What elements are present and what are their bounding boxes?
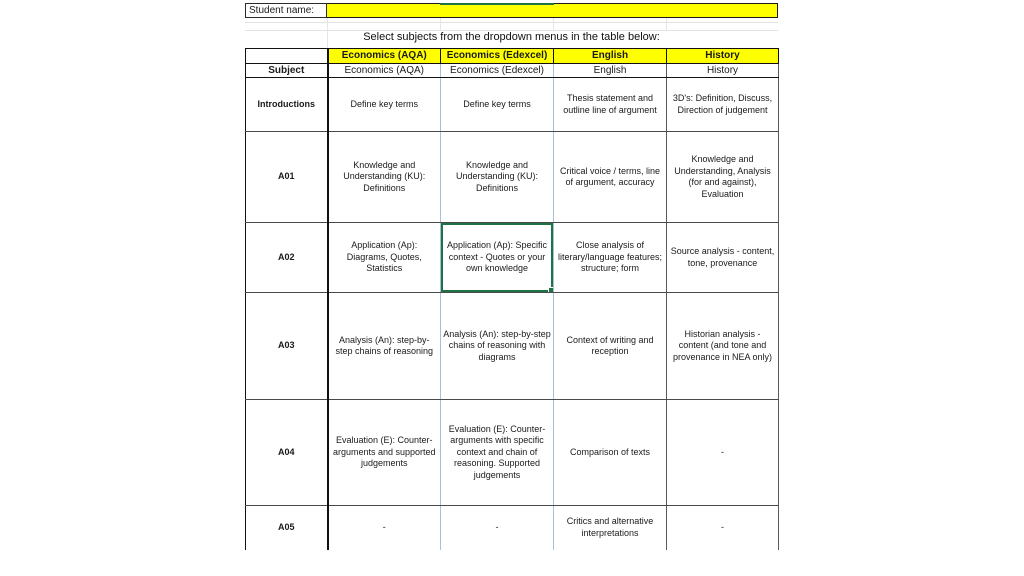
column-header-english: English: [554, 49, 667, 64]
gridline: [245, 22, 778, 23]
cell-a03-economics-edexcel[interactable]: Analysis (An): step-by-step chains of reasoning with diagrams: [441, 293, 554, 400]
row-label-a04: A04: [246, 400, 328, 506]
table-row-a04: [246, 400, 779, 506]
cell-a04-economics-edexcel[interactable]: Evaluation (E): Counter-arguments with specific context and chain of reasoning. Supported judgements: [441, 400, 554, 506]
cell-introductions-english[interactable]: Thesis statement and outline line of argument: [554, 78, 667, 132]
cell-a05-economics-edexcel[interactable]: -: [441, 506, 554, 550]
table-header-row: [246, 49, 779, 64]
subject-dropdown-history[interactable]: History: [667, 63, 779, 78]
cell-a03-english[interactable]: Context of writing and reception: [554, 293, 667, 400]
gridline: [440, 18, 441, 30]
cell-a01-english[interactable]: Critical voice / terms, line of argument, accuracy: [554, 132, 667, 223]
gridline: [666, 18, 667, 30]
cell-a05-history[interactable]: -: [667, 506, 779, 550]
fill-handle[interactable]: [548, 287, 554, 293]
subject-row-label: Subject: [246, 63, 328, 78]
student-name-label: Student name:: [245, 3, 327, 18]
cell-a04-economics-aqa[interactable]: Evaluation (E): Counter-arguments and supported judgements: [328, 400, 441, 506]
column-header-history: History: [667, 49, 779, 64]
cell-introductions-history[interactable]: 3D's: Definition, Discuss, Direction of judgement: [667, 78, 779, 132]
instruction-text: Select subjects from the dropdown menus in the table below:: [363, 31, 660, 43]
row-label-a02: A02: [246, 223, 328, 293]
gridline: [553, 18, 554, 30]
cell-a02-economics-edexcel-selected[interactable]: [441, 223, 554, 293]
cell-introductions-economics-edexcel[interactable]: Define key terms: [441, 78, 554, 132]
subject-dropdown-economics-aqa[interactable]: Economics (AQA): [328, 63, 441, 78]
row-label-a05: A05: [246, 506, 328, 550]
cell-a03-economics-aqa[interactable]: Analysis (An): step-by-step chains of reasoning: [328, 293, 441, 400]
table-row-introductions: [246, 78, 779, 132]
table-row-a03: [246, 293, 779, 400]
selection-edge-marker: [440, 3, 554, 5]
cell-introductions-economics-aqa[interactable]: Define key terms: [328, 78, 441, 132]
cell-a02-economics-aqa[interactable]: Application (Ap): Diagrams, Quotes, Statistics: [328, 223, 441, 293]
cell-a05-economics-aqa[interactable]: -: [328, 506, 441, 550]
cell-a02-history[interactable]: Source analysis - content, tone, provenance: [667, 223, 779, 293]
table-row-a01: [246, 132, 779, 223]
cell-a01-economics-edexcel[interactable]: Knowledge and Understanding (KU): Definitions: [441, 132, 554, 223]
cell-a03-history[interactable]: Historian analysis - content (and tone and provenance in NEA only): [667, 293, 779, 400]
subjects-table: [245, 48, 779, 550]
row-label-introductions: Introductions: [246, 78, 328, 132]
table-row-a02: [246, 223, 779, 293]
table-row-a05: [246, 506, 779, 550]
corner-cell: [246, 49, 328, 64]
row-label-a03: A03: [246, 293, 328, 400]
column-header-economics-aqa: Economics (AQA): [328, 49, 441, 64]
row-label-a01: A01: [246, 132, 328, 223]
subject-dropdown-row: [246, 63, 779, 78]
student-name-row: [245, 3, 778, 18]
subject-dropdown-english[interactable]: English: [554, 63, 667, 78]
cell-a04-english[interactable]: Comparison of texts: [554, 400, 667, 506]
selected-cell-text: Application (Ap): Specific context - Quotes or your own knowledge: [446, 240, 548, 274]
cell-a01-economics-aqa[interactable]: Knowledge and Understanding (KU): Definitions: [328, 132, 441, 223]
cell-a01-history[interactable]: Knowledge and Understanding, Analysis (for and against), Evaluation: [667, 132, 779, 223]
subject-dropdown-economics-edexcel[interactable]: Economics (Edexcel): [441, 63, 554, 78]
column-header-economics-edexcel: Economics (Edexcel): [441, 49, 554, 64]
cell-a02-english[interactable]: Close analysis of literary/language features; structure; form: [554, 223, 667, 293]
student-name-input[interactable]: [327, 3, 778, 18]
cell-a05-english[interactable]: Critics and alternative interpretations: [554, 506, 667, 550]
cell-a04-history[interactable]: -: [667, 400, 779, 506]
